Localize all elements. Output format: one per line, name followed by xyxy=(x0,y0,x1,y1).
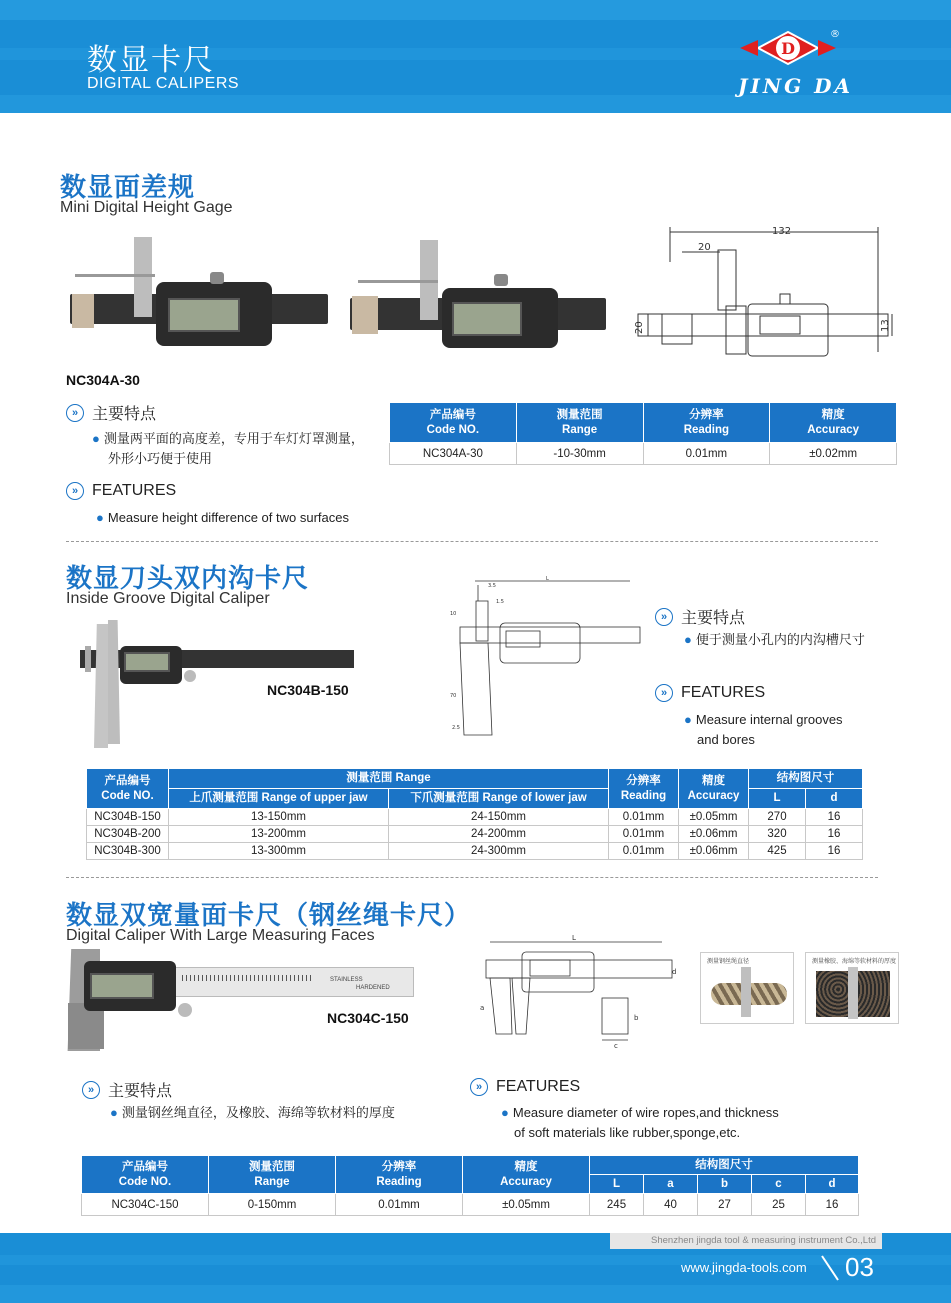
section1-spec-table xyxy=(389,402,897,465)
table-header: 结构图尺寸 xyxy=(590,1156,859,1175)
dim-label: 1.5 xyxy=(496,599,504,605)
table-row: NC304C-150 0-150mm 0.01mm ±0.05mm 245 40 27 25 16 xyxy=(82,1194,859,1216)
dim-label: b xyxy=(634,1014,639,1022)
section3-features-cn-heading: » 主要特点 xyxy=(82,1078,172,1101)
table-row: NC304B-300 13-300mm 24-300mm 0.01mm ±0.06mm 425 16 xyxy=(87,843,863,860)
section1-model: NC304A-30 xyxy=(66,372,140,388)
table-header: 下爪测量范围 Range of lower jaw xyxy=(389,789,609,809)
chevron-right-icon: » xyxy=(655,684,673,702)
brand-name: JING DA xyxy=(738,74,854,98)
chevron-right-icon: » xyxy=(82,1081,100,1099)
section2-model: NC304B-150 xyxy=(267,682,349,698)
dim-label: a xyxy=(480,1004,485,1012)
table-header: 分辨率 Reading xyxy=(643,403,770,443)
table-header: 上爪测量范围 Range of upper jaw xyxy=(169,789,389,809)
section1-title-cn: 数显面差规 xyxy=(60,173,196,203)
table-header: c xyxy=(752,1175,806,1194)
table-header: d xyxy=(806,789,863,809)
header-title-en: DIGITAL CALIPERS xyxy=(87,75,240,92)
technical-drawing-nc304c xyxy=(476,930,688,1050)
footer-slash xyxy=(820,1254,842,1282)
technical-drawing-nc304a xyxy=(630,222,898,362)
dim-label: c xyxy=(614,1042,618,1050)
section3-feature-cn: ● 测量钢丝绳直径，及橡胶、海绵等软材料的厚度 xyxy=(110,1105,395,1120)
table-header: 精度 Accuracy xyxy=(679,769,749,809)
section1-features-en-heading: » FEATURES xyxy=(66,482,176,500)
table-header: 分辨率 Reading xyxy=(609,769,679,809)
table-header: b xyxy=(698,1175,752,1194)
section2-title-en: Inside Groove Digital Caliper xyxy=(66,590,270,607)
table-row: NC304A-30 -10-30mm 0.01mm ±0.02mm xyxy=(390,443,897,465)
table-header: 结构图尺寸 xyxy=(749,769,863,789)
divider xyxy=(66,877,878,878)
dim-label: L xyxy=(572,934,576,942)
scale-text: STAINLESS xyxy=(330,977,363,983)
logo-letter: D xyxy=(781,39,795,58)
dim-label: 10 xyxy=(450,611,457,617)
table-header: 测量范围 Range xyxy=(516,403,643,443)
section2-features-cn-heading: » 主要特点 xyxy=(655,605,745,628)
dim-132: 132 xyxy=(772,226,792,237)
usage-photo-wire-rope: 测量钢丝绳直径 xyxy=(700,952,794,1024)
section2-feature-cn: ● 便于测量小孔内的内沟槽尺寸 xyxy=(684,632,865,647)
divider xyxy=(66,541,878,542)
scale-text: HARDENED xyxy=(356,985,390,991)
section2-title-cn: 数显刀头双内沟卡尺 xyxy=(66,564,310,594)
table-header: 产品编号 Code NO. xyxy=(82,1156,209,1194)
chevron-right-icon: » xyxy=(66,404,84,422)
table-header: L xyxy=(749,789,806,809)
section2-spec-table xyxy=(86,768,863,860)
dim-20-left: 20 xyxy=(634,321,645,334)
product-image-nc304a-2 xyxy=(350,240,608,350)
dim-label: d xyxy=(672,968,677,976)
chevron-right-icon: » xyxy=(66,482,84,500)
registered-mark: ® xyxy=(830,29,840,40)
dim-label: L xyxy=(546,576,549,582)
table-row: NC304B-150 13-150mm 24-150mm 0.01mm ±0.05mm 270 16 xyxy=(87,809,863,826)
section1-title-en: Mini Digital Height Gage xyxy=(60,199,233,216)
product-image-nc304c xyxy=(62,945,417,1055)
section3-title-cn: 数显双宽量面卡尺（钢丝绳卡尺） xyxy=(66,901,472,931)
technical-drawing-nc304b xyxy=(440,575,645,745)
page-number: 03 xyxy=(845,1252,874,1282)
table-header: 产品编号 Code NO. xyxy=(87,769,169,809)
usage-photo-sponge: 测量橡胶、海绵等软材料的厚度 xyxy=(805,952,899,1024)
header-title-cn: 数显卡尺 xyxy=(87,43,215,78)
product-image-nc304a-1 xyxy=(70,232,330,347)
table-header: 精度 Accuracy xyxy=(770,403,897,443)
chevron-right-icon: » xyxy=(655,608,673,626)
table-row: NC304B-200 13-200mm 24-200mm 0.01mm ±0.06mm 320 16 xyxy=(87,826,863,843)
footer-url[interactable]: www.jingda-tools.com xyxy=(681,1260,807,1275)
section1-features-cn-heading: » 主要特点 xyxy=(66,401,156,424)
table-header: 精度 Accuracy xyxy=(463,1156,590,1194)
section1-feature-en: ● Measure height difference of two surfaces xyxy=(96,510,349,525)
dim-label: 3.5 xyxy=(488,583,496,589)
section3-features-en-heading: » FEATURES xyxy=(470,1078,580,1096)
table-header: L xyxy=(590,1175,644,1194)
table-header: 产品编号 Code NO. xyxy=(390,403,517,443)
dim-label: 2.5 xyxy=(452,725,460,731)
dim-13: 13 xyxy=(880,319,891,332)
table-header: 分辨率 Reading xyxy=(336,1156,463,1194)
footer-company: Shenzhen jingda tool & measuring instrument Co.,Ltd xyxy=(610,1233,882,1249)
table-header: 测量范围 Range xyxy=(209,1156,336,1194)
dim-20-top: 20 xyxy=(698,242,711,253)
table-header: 测量范围 Range xyxy=(169,769,609,789)
section3-spec-table xyxy=(81,1155,859,1216)
chevron-right-icon: » xyxy=(470,1078,488,1096)
table-header: a xyxy=(644,1175,698,1194)
section2-features-en-heading: » FEATURES xyxy=(655,684,765,702)
section3-model: NC304C-150 xyxy=(327,1010,409,1026)
section1-feature-cn: ● 测量两平面的高度差，专用于车灯灯罩测量， 外形小巧便于使用 xyxy=(92,431,364,466)
dim-label: 70 xyxy=(450,693,457,699)
section3-title-en: Digital Caliper With Large Measuring Faces xyxy=(66,927,375,944)
section3-feature-en: ● Measure diameter of wire ropes,and thickness of soft materials like rubber,sponge,etc. xyxy=(501,1105,779,1140)
table-header: d xyxy=(806,1175,859,1194)
section2-feature-en: ● Measure internal grooves and bores xyxy=(684,712,843,747)
